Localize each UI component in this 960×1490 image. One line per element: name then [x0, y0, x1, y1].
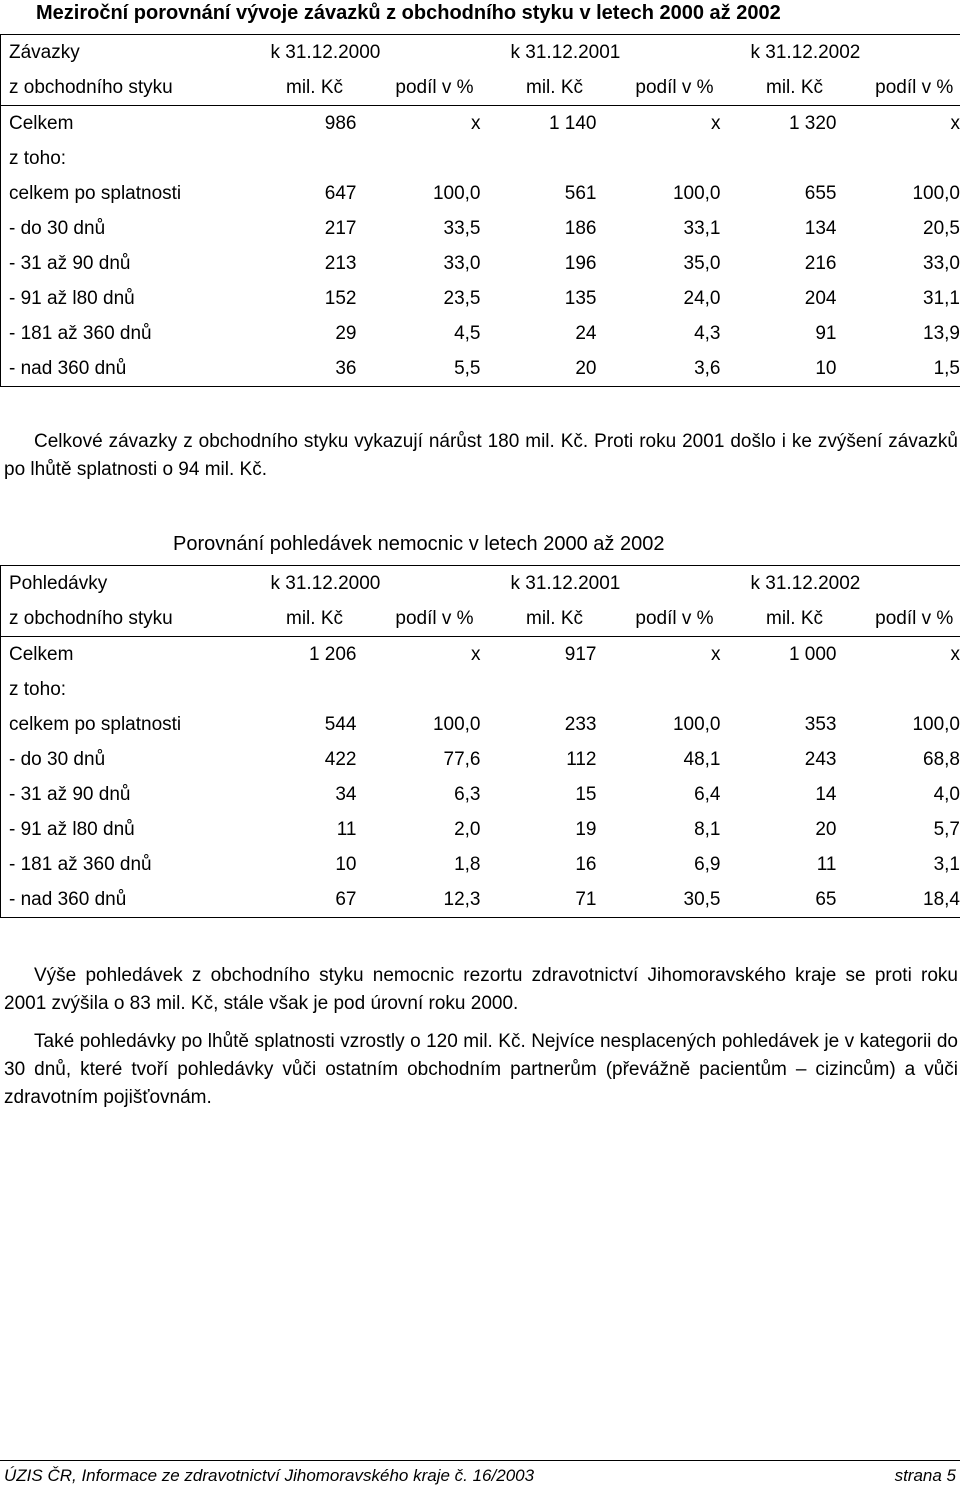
cell: x	[853, 637, 960, 673]
table-row	[1, 742, 960, 777]
cell	[613, 672, 737, 707]
cell: 31,1	[853, 281, 960, 316]
cell: 10	[335, 853, 357, 875]
table1-body	[1, 106, 960, 387]
cell: 135	[564, 287, 597, 309]
table1-title: Meziroční porovnání vývoje závazků z obchodního styku v letech 2000 až 2002	[36, 2, 781, 24]
table-row	[1, 281, 960, 316]
table2-body	[1, 637, 960, 918]
paragraph-receivables-1	[4, 962, 958, 1018]
page-number: strana 5	[894, 1466, 956, 1485]
row-label: - 181 až 360 dnů	[1, 847, 257, 882]
cell: 186	[564, 217, 597, 239]
table1-date-2000: k 31.12.2000	[257, 35, 497, 71]
cell: 4,5	[454, 322, 481, 344]
row-label: - nad 360 dnů	[1, 882, 257, 918]
liabilities-table	[0, 34, 960, 387]
table-row	[1, 707, 960, 742]
cell: 30,5	[613, 882, 737, 918]
cell: 34	[335, 783, 357, 805]
cell: 100,0	[432, 182, 481, 204]
cell: 33,1	[683, 217, 721, 239]
cell: 68,8	[853, 742, 960, 777]
cell: 24,0	[683, 287, 721, 309]
row-label: celkem po splatnosti	[1, 707, 257, 742]
table-row	[1, 211, 960, 246]
cell: 544	[324, 713, 357, 735]
cell	[737, 672, 853, 707]
cell	[737, 141, 853, 176]
table1-unit-share: podíl v %	[613, 70, 737, 106]
cell: 6,3	[454, 783, 481, 805]
cell: 233	[564, 713, 597, 735]
cell: 6,9	[694, 853, 721, 875]
row-label: - 91 až l80 dnů	[1, 812, 257, 847]
table1-unit-value: mil. Kč	[497, 70, 613, 106]
cell: 917	[564, 643, 597, 665]
cell	[373, 141, 497, 176]
cell: 13,9	[853, 316, 960, 351]
table-row	[1, 106, 960, 142]
table2-unit-value: mil. Kč	[737, 601, 853, 637]
cell	[613, 141, 737, 176]
cell: 10	[737, 351, 853, 387]
cell: 33,0	[443, 252, 481, 274]
cell: 655	[804, 182, 837, 204]
cell: 23,5	[443, 287, 481, 309]
cell: 1,8	[454, 853, 481, 875]
cell: 14	[815, 783, 837, 805]
row-label: z toho:	[1, 672, 257, 707]
cell: 4,3	[694, 322, 721, 344]
table-row	[1, 882, 960, 918]
cell: 100,0	[432, 713, 481, 735]
table1-unit-value: mil. Kč	[737, 70, 853, 106]
cell: 561	[564, 182, 597, 204]
cell: x	[471, 112, 481, 134]
table-row	[1, 847, 960, 882]
cell: 20,5	[853, 211, 960, 246]
table1-header-label-2: z obchodního styku	[1, 70, 257, 106]
cell: 986	[324, 112, 357, 134]
cell	[373, 672, 497, 707]
cell: 1 000	[788, 643, 837, 665]
cell: 100,0	[853, 176, 960, 211]
row-label: Celkem	[1, 637, 257, 673]
table-row	[1, 141, 960, 176]
table-row	[1, 316, 960, 351]
table1-date-2001: k 31.12.2001	[497, 35, 737, 71]
cell: x	[853, 106, 960, 142]
cell: x	[711, 112, 721, 134]
cell: 67	[257, 882, 373, 918]
table-row	[1, 351, 960, 387]
table-row	[1, 176, 960, 211]
table2-unit-share: podíl v %	[613, 601, 737, 637]
cell: 422	[324, 748, 357, 770]
row-label: - nad 360 dnů	[1, 351, 257, 387]
cell: 353	[804, 713, 837, 735]
cell: 112	[566, 748, 597, 770]
paragraph-text: Výše pohledávek z obchodního styku nemocnic rezortu zdravotnictví Jihomoravského kraje se proti roku 2001 zvýšila o 83 mil. Kč, stále však je pod úrovní roku 2000.	[4, 965, 958, 1014]
cell: 152	[324, 287, 357, 309]
table2-unit-share: podíl v %	[373, 601, 497, 637]
cell	[853, 672, 960, 707]
cell: 12,3	[373, 882, 497, 918]
cell	[497, 141, 613, 176]
table2-unit-value: mil. Kč	[497, 601, 613, 637]
cell	[853, 141, 960, 176]
cell: 213	[324, 252, 357, 274]
cell: 6,4	[694, 783, 721, 805]
cell: 3,6	[613, 351, 737, 387]
cell	[497, 672, 613, 707]
table-row	[1, 777, 960, 812]
cell: 71	[497, 882, 613, 918]
cell: 36	[257, 351, 373, 387]
table1-date-2002: k 31.12.2002	[737, 35, 960, 71]
table-row	[1, 637, 960, 673]
cell: 11	[816, 853, 837, 875]
cell: 134	[804, 217, 837, 239]
cell: 33,5	[443, 217, 481, 239]
cell: 5,7	[853, 812, 960, 847]
row-label: - 181 až 360 dnů	[1, 316, 257, 351]
cell: 1 320	[788, 112, 837, 134]
footer-source: ÚZIS ČR, Informace ze zdravotnictví Jihomoravského kraje č. 16/2003	[4, 1466, 535, 1485]
cell: 196	[564, 252, 597, 274]
row-label: - 31 až 90 dnů	[1, 246, 257, 281]
cell: 1 206	[308, 643, 357, 665]
cell: 15	[575, 783, 597, 805]
table2-date-2001: k 31.12.2001	[497, 566, 737, 602]
table2-unit-value: mil. Kč	[257, 601, 373, 637]
cell: 11	[336, 818, 357, 840]
cell: 20	[497, 351, 613, 387]
cell: 91	[815, 322, 837, 344]
cell: x	[711, 643, 721, 665]
cell: 100,0	[672, 182, 721, 204]
cell: 647	[324, 182, 357, 204]
cell: 35,0	[683, 252, 721, 274]
table2-date-2002: k 31.12.2002	[737, 566, 960, 602]
cell: 3,1	[853, 847, 960, 882]
cell: 243	[804, 748, 837, 770]
cell: 18,4	[853, 882, 960, 918]
table2-date-2000: k 31.12.2000	[257, 566, 497, 602]
row-label: - 91 až l80 dnů	[1, 281, 257, 316]
paragraph-liabilities	[4, 428, 958, 484]
table1-unit-share: podíl v %	[373, 70, 497, 106]
footer-divider	[0, 1460, 960, 1461]
cell: 8,1	[694, 818, 721, 840]
cell: 5,5	[373, 351, 497, 387]
cell: 19	[575, 818, 597, 840]
table2-header-label-2: z obchodního styku	[1, 601, 257, 637]
table-row	[1, 812, 960, 847]
cell: 100,0	[672, 713, 721, 735]
cell: 1 140	[548, 112, 597, 134]
cell: 65	[737, 882, 853, 918]
row-label: - 31 až 90 dnů	[1, 777, 257, 812]
cell	[257, 141, 373, 176]
cell: 29	[335, 322, 357, 344]
row-label: celkem po splatnosti	[1, 176, 257, 211]
table-row	[1, 246, 960, 281]
table1-unit-value: mil. Kč	[257, 70, 373, 106]
row-label: - do 30 dnů	[1, 742, 257, 777]
cell: 48,1	[683, 748, 721, 770]
cell: 24	[575, 322, 597, 344]
table-row	[1, 672, 960, 707]
table2-unit-share: podíl v %	[853, 601, 960, 637]
cell: 20	[815, 818, 837, 840]
cell: x	[471, 643, 481, 665]
row-label: - do 30 dnů	[1, 211, 257, 246]
cell: 16	[575, 853, 597, 875]
cell: 217	[324, 217, 357, 239]
table1-header-label: Závazky	[1, 35, 257, 71]
receivables-table	[0, 565, 960, 918]
cell: 2,0	[454, 818, 481, 840]
paragraph-text: Také pohledávky po lhůtě splatnosti vzrostly o 120 mil. Kč. Nejvíce nesplacených pohledávek je v kategorii do 30 dnů, které tvoří pohledávky vůči ostatním obchodním partnerům (převážně pacientům – cizincům) a vůči zdravotním pojišťovnám.	[4, 1031, 958, 1108]
table2-header-label: Pohledávky	[1, 566, 257, 602]
table1-unit-share: podíl v %	[853, 70, 960, 106]
cell: 77,6	[443, 748, 481, 770]
cell	[257, 672, 373, 707]
paragraph-receivables-2	[4, 1028, 958, 1112]
row-label: Celkem	[1, 106, 257, 142]
paragraph-text: Celkové závazky z obchodního styku vykazují nárůst 180 mil. Kč. Proti roku 2001 došlo i ke zvýšení závazků po lhůtě splatnosti o 94 mil. Kč.	[4, 431, 958, 480]
cell: 1,5	[853, 351, 960, 387]
row-label: z toho:	[1, 141, 257, 176]
cell: 204	[804, 287, 837, 309]
cell: 100,0	[853, 707, 960, 742]
table2-title: Porovnání pohledávek nemocnic v letech 2000 až 2002	[173, 533, 665, 555]
cell: 216	[804, 252, 837, 274]
cell: 4,0	[853, 777, 960, 812]
cell: 33,0	[853, 246, 960, 281]
